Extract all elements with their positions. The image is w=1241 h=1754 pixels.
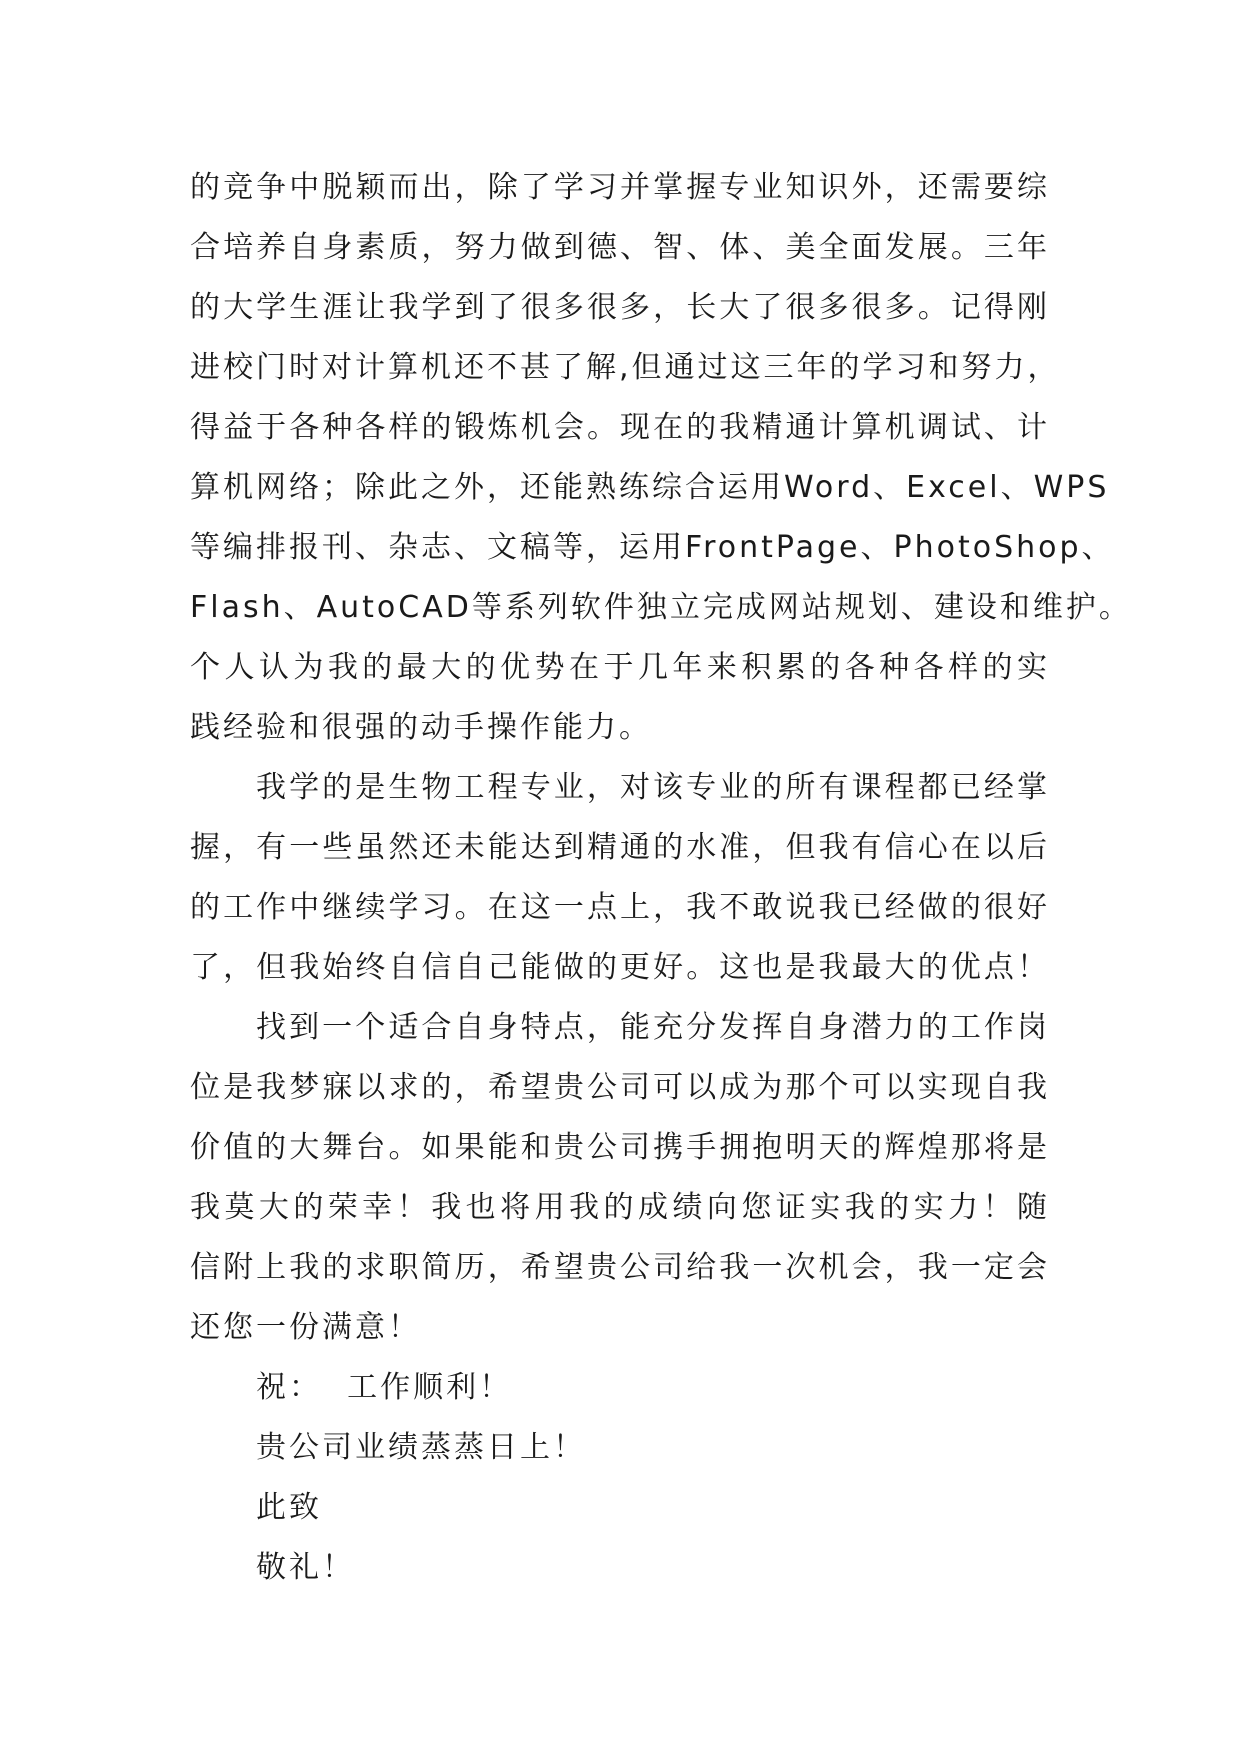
paragraph-1-line-7: 等编排报刊、杂志、文稿等，运用FrontPage、PhotoShop、 — [190, 530, 1115, 565]
paragraph-2-line-3: 的工作中继续学习。在这一点上，我不敢说我已经做的很好 — [190, 890, 1050, 925]
paragraph-3-line-2: 位是我梦寐以求的，希望贵公司可以成为那个可以实现自我 — [190, 1070, 1050, 1105]
paragraph-3-line-6: 还您一份满意！ — [190, 1310, 421, 1345]
closing-regards: 敬礼！ — [256, 1550, 355, 1585]
paragraph-2-line-4: 了，但我始终自信自己能做的更好。这也是我最大的优点！ — [190, 950, 1050, 985]
paragraph-3-line-4: 我莫大的荣幸！我也将用我的成绩向您证实我的实力！随 — [190, 1190, 1050, 1225]
closing-company-wish: 贵公司业绩蒸蒸日上！ — [256, 1430, 586, 1465]
closing-salutation: 此致 — [256, 1490, 322, 1525]
letter-body — [190, 158, 1132, 1598]
paragraph-2-line-2: 握，有一些虽然还未能达到精通的水准，但我有信心在以后 — [190, 830, 1050, 865]
paragraph-3-line-1: 找到一个适合自身特点，能充分发挥自身潜力的工作岗 — [256, 1010, 1050, 1045]
paragraph-3-line-3: 价值的大舞台。如果能和贵公司携手拥抱明天的辉煌那将是 — [190, 1130, 1050, 1165]
paragraph-1-line-3: 的大学生涯让我学到了很多很多，长大了很多很多。记得刚 — [190, 290, 1050, 325]
closing-wish: 祝： 工作顺利！ — [256, 1370, 513, 1405]
paragraph-1-line-6: 算机网络；除此之外，还能熟练综合运用Word、Excel、WPS — [190, 470, 1110, 505]
paragraph-3-line-5: 信附上我的求职简历，希望贵公司给我一次机会，我一定会 — [190, 1250, 1050, 1285]
paragraph-1-line-4: 进校门时对计算机还不甚了解,但通过这三年的学习和努力， — [190, 350, 1061, 385]
paragraph-1-line-8: Flash、AutoCAD等系列软件独立完成网站规划、建设和维护。 — [190, 590, 1132, 625]
paragraph-1-line-2: 合培养自身素质，努力做到德、智、体、美全面发展。三年 — [190, 230, 1050, 265]
paragraph-1-line-10: 践经验和很强的动手操作能力。 — [190, 710, 652, 745]
paragraph-2-line-1: 我学的是生物工程专业，对该专业的所有课程都已经掌 — [256, 770, 1050, 805]
paragraph-1-line-9: 个人认为我的最大的优势在于几年来积累的各种各样的实 — [190, 650, 1050, 685]
paragraph-1-line-5: 得益于各种各样的锻炼机会。现在的我精通计算机调试、计 — [190, 410, 1050, 445]
paragraph-1-line-1: 的竞争中脱颖而出，除了学习并掌握专业知识外，还需要综 — [190, 170, 1050, 205]
